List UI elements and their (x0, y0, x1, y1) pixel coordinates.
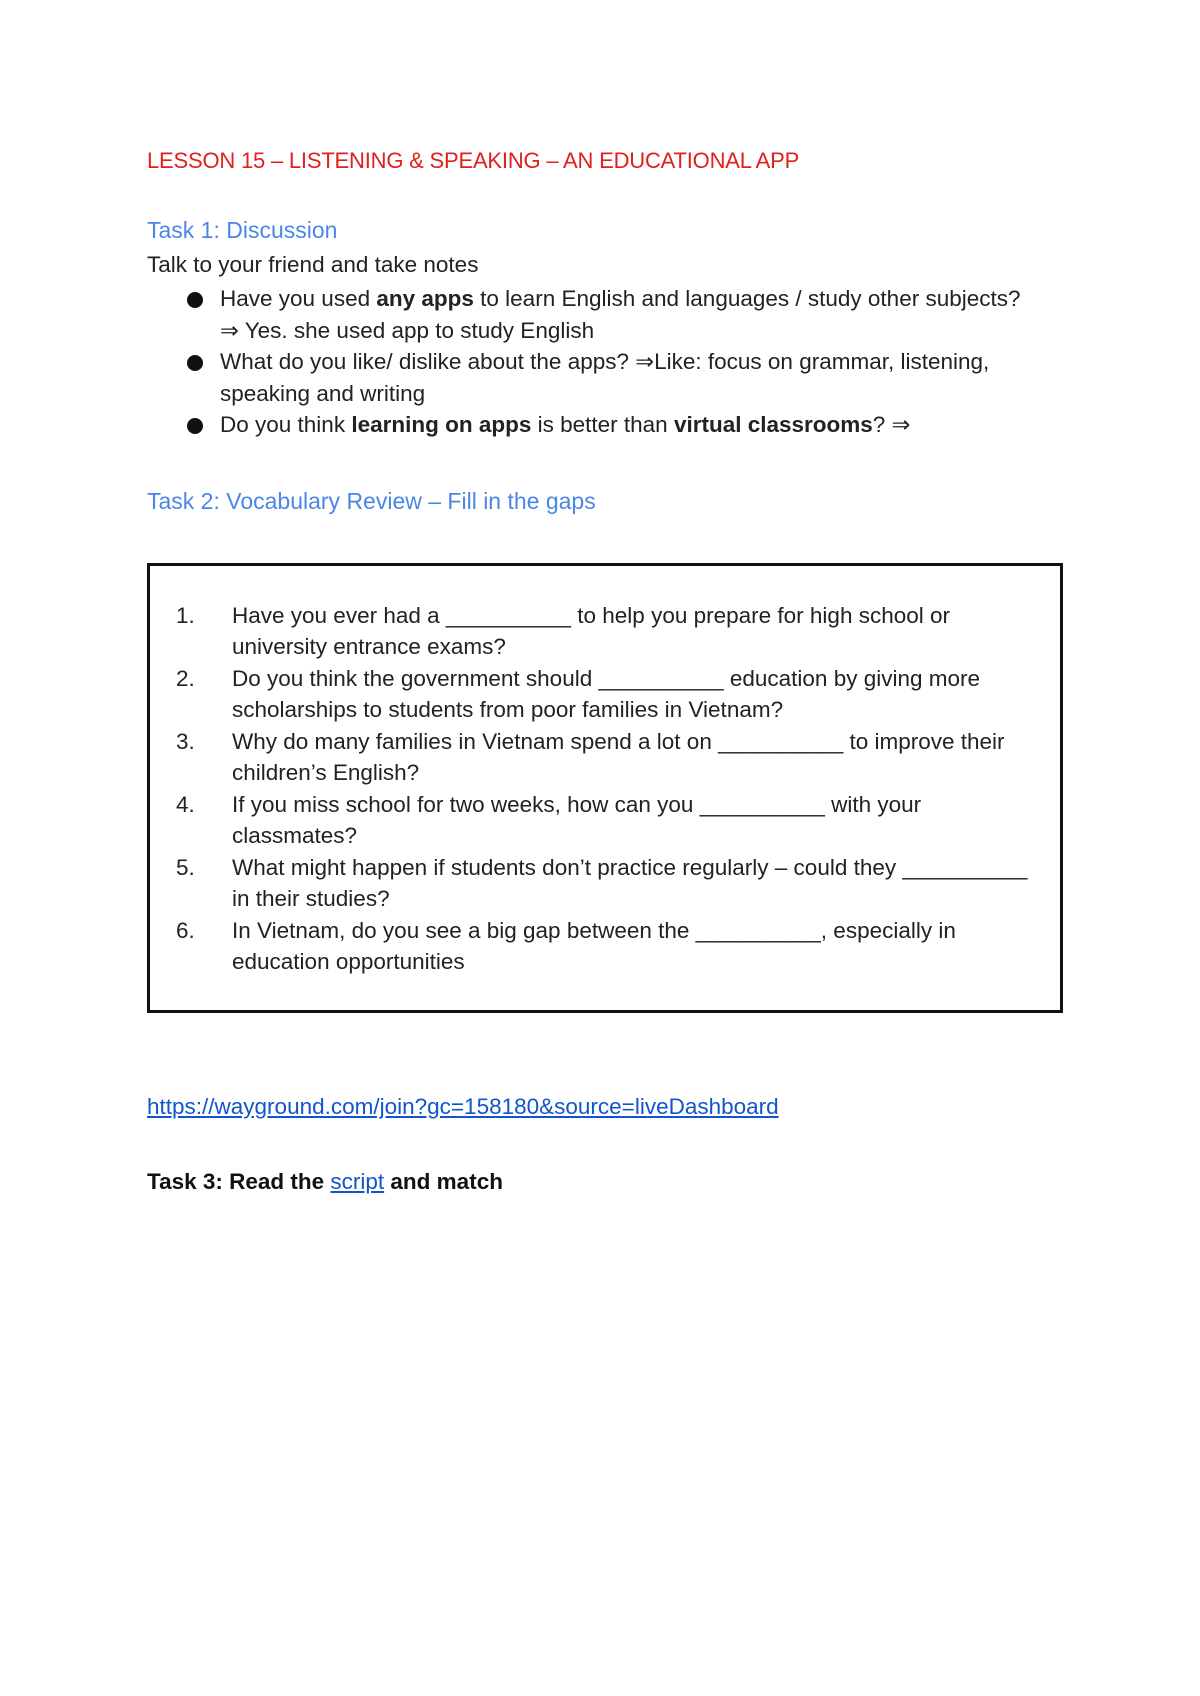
item-text: In Vietnam, do you see a big gap between the __________, especially in education opportunities (232, 917, 956, 974)
question-text: Do you think (220, 412, 352, 437)
discussion-question (147, 409, 1040, 441)
wayground-link[interactable]: https://wayground.com/join?gc=158180&source=liveDashboard (147, 1093, 779, 1119)
bullet-icon (187, 292, 203, 308)
task1-intro: Talk to your friend and take notes (147, 252, 479, 277)
question-text: to learn English and languages / study other subjects? ⇒ Yes. she used app to study English (220, 286, 1021, 343)
vocabulary-box (147, 563, 1063, 1013)
task3-heading (147, 1166, 1067, 1198)
question-text: ? ⇒ (872, 412, 911, 437)
item-text: If you miss school for two weeks, how can you __________ with your classmates? (232, 791, 922, 848)
item-text: What might happen if students don’t practice regularly – could they __________ in their studies? (232, 854, 1028, 911)
bullet-icon (187, 355, 203, 371)
gap-fill-item (150, 915, 1036, 978)
discussion-question (147, 346, 1040, 409)
link-line (147, 1091, 1067, 1123)
item-text: Why do many families in Vietnam spend a lot on __________ to improve their children’s English? (232, 728, 1005, 785)
lesson-title: LESSON 15 – LISTENING & SPEAKING – AN EDUCATIONAL APP (147, 148, 800, 173)
bold-phrase: any apps (376, 286, 474, 311)
bold-phrase: learning on apps (351, 412, 532, 437)
gap-fill-item (150, 726, 1036, 789)
item-number: 1. (176, 602, 195, 628)
item-text: Have you ever had a __________ to help you prepare for high school or university entrance exams? (232, 602, 951, 659)
item-number: 3. (176, 728, 195, 754)
gap-fill-item (150, 789, 1036, 852)
document-page (147, 142, 1067, 1198)
gap-fill-item (150, 663, 1036, 726)
item-number: 5. (176, 854, 195, 880)
task2-heading: Task 2: Vocabulary Review – Fill in the gaps (147, 487, 596, 514)
question-text: What do you like/ dislike about the apps? ⇒Like: focus on grammar, listening, speaking and writing (220, 349, 990, 406)
question-text: is better than (531, 412, 674, 437)
task3-suffix: and match (384, 1168, 503, 1194)
item-text: Do you think the government should __________ education by giving more scholarships to students from poor families in Vietnam? (232, 665, 981, 722)
item-number: 4. (176, 791, 195, 817)
item-number: 2. (176, 665, 195, 691)
gap-fill-item (150, 600, 1036, 663)
gap-fill-item (150, 852, 1036, 915)
bold-phrase: virtual classrooms (673, 412, 873, 437)
discussion-question (147, 283, 1040, 346)
task3-prefix: Task 3: Read the (147, 1168, 331, 1194)
task1-heading: Task 1: Discussion (147, 217, 338, 243)
bullet-icon (187, 418, 203, 434)
item-number: 6. (176, 917, 195, 943)
gap-fill-list (150, 600, 1036, 978)
task1-question-list (147, 283, 1067, 441)
question-text: Have you used (220, 286, 377, 311)
script-link[interactable]: script (330, 1168, 385, 1194)
